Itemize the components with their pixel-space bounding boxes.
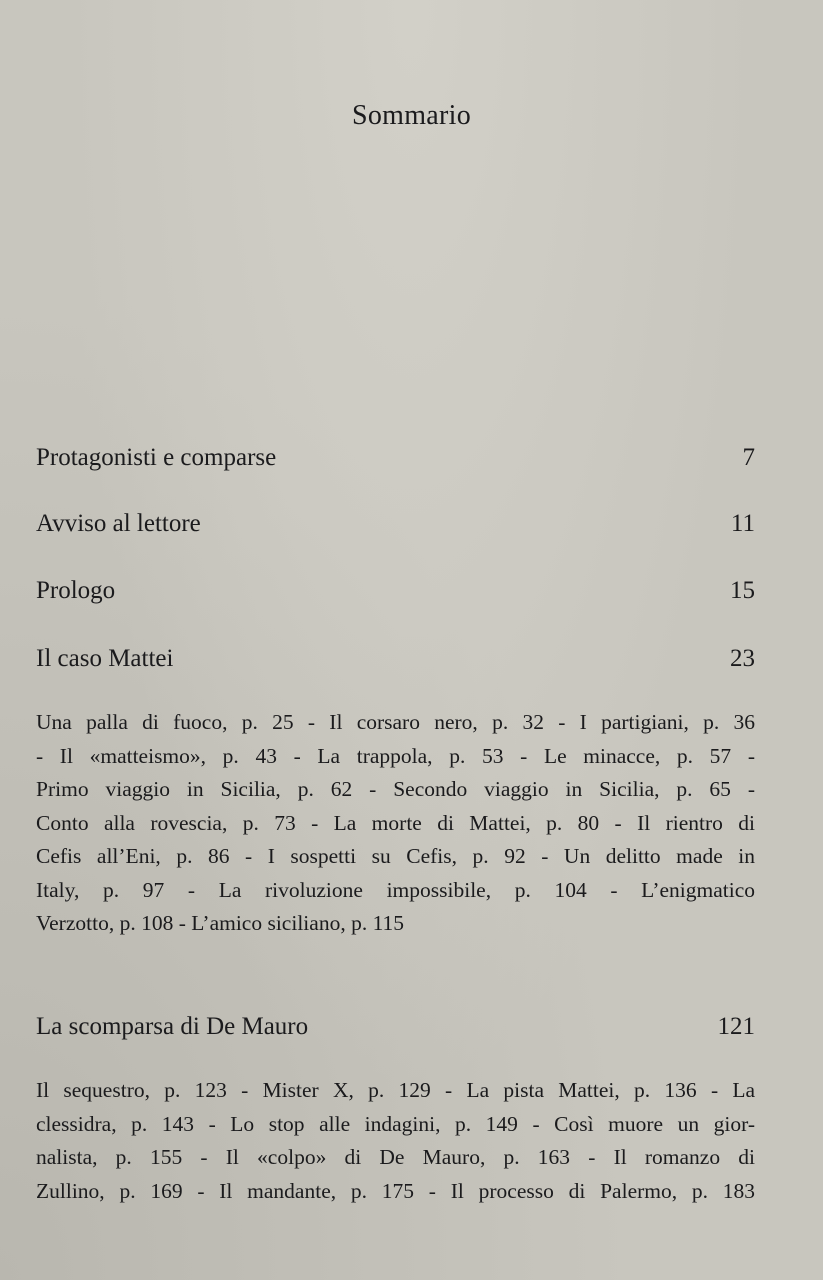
toc-entry-title: Il caso Mattei: [36, 645, 174, 672]
subsection-line: Verzotto, p. 108 - L’amico siciliano, p. 115: [36, 911, 405, 935]
subsection-line: - Il «matteismo», p. 43 - La trappola, p. 53 - Le minacce, p. 57 -: [36, 743, 755, 768]
subsection-line: Primo viaggio in Sicilia, p. 62 - Secondo viaggio in Sicilia, p. 65 -: [36, 777, 755, 801]
toc-entry-page: 121: [717, 1013, 755, 1040]
toc-entry-page: 7: [742, 444, 755, 471]
page-title: Sommario: [351, 100, 472, 131]
subsection-line: Cefis all’Eni, p. 86 - I sospetti su Cefis, p. 92 - Un delitto made in: [36, 844, 755, 868]
subsection-line: Italy, p. 97 - La rivoluzione impossibile, p. 104 - L’enigmatico: [36, 877, 755, 902]
subsection-list-mattei: [36, 706, 755, 941]
subsection-line: nalista, p. 155 - Il «colpo» di De Mauro, p. 163 - Il romanzo di: [36, 1145, 755, 1169]
subsection-line: Conto alla rovescia, p. 73 - La morte di Mattei, p. 80 - Il rientro di: [36, 810, 756, 835]
toc-entry-title: Prologo: [36, 577, 116, 604]
toc-entry-title: Avviso al lettore: [36, 510, 201, 537]
subsection-line: Zullino, p. 169 - Il mandante, p. 175 - Il processo di Palermo, p. 183: [36, 1178, 756, 1203]
toc-entry-page: 11: [730, 510, 755, 537]
toc-entry-title: La scomparsa di De Mauro: [36, 1013, 309, 1040]
toc-entry-title: Protagonisti e comparse: [36, 444, 277, 471]
toc-entry-page: 23: [730, 645, 755, 672]
subsection-list-demauro: [36, 1074, 755, 1208]
subsection-line: Il sequestro, p. 123 - Mister X, p. 129 - La pista Mattei, p. 136 - La: [36, 1078, 756, 1102]
subsection-line: clessidra, p. 143 - Lo stop alle indagini, p. 149 - Così muore un gior-: [36, 1111, 755, 1136]
subsection-line: Una palla di fuoco, p. 25 - Il corsaro nero, p. 32 - I partigiani, p. 36: [36, 710, 755, 734]
toc-entry-page: 15: [730, 577, 755, 604]
